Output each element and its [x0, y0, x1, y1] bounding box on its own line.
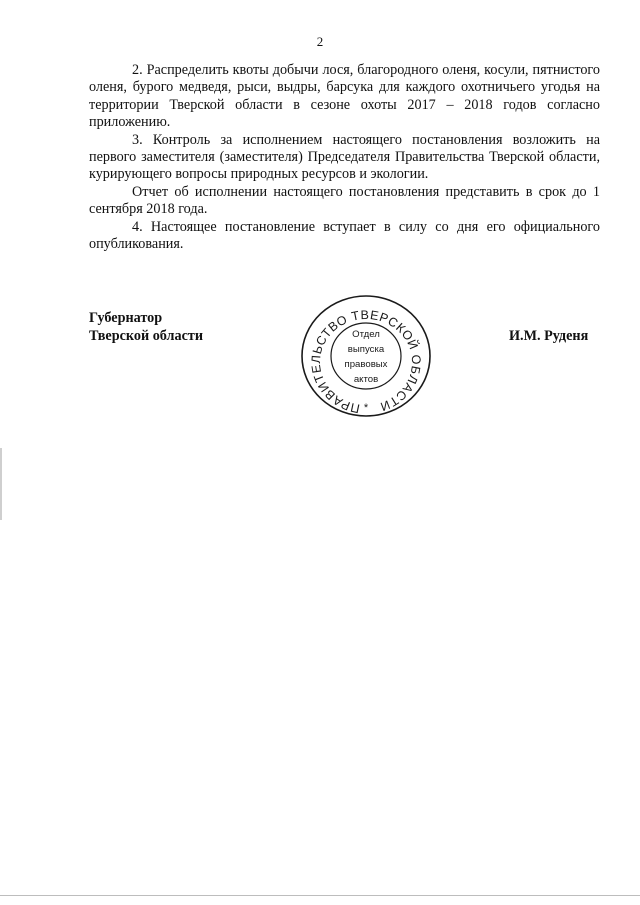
page-left-edge-mark: [0, 448, 2, 520]
stamp-star-mark: *: [363, 402, 369, 414]
page-bottom-edge: [0, 895, 640, 896]
page-number: 2: [316, 34, 324, 49]
paragraph-quota-distribution: 2. Распределить квоты добычи лося, благородного оленя, косули, пятнистого оленя, бурого медведя, рыси, выдры, барсука для каждого охотничьего угодья на территории Тверской области в сезоне охоты 2017 – 2018 годов согласно приложению.: [89, 62, 600, 131]
stamp-ring-text: ПРАВИТЕЛЬСТВО ТВЕРСКОЙ ОБЛАСТИ: [308, 307, 424, 416]
paragraph-entry-into-force: 4. Настоящее постановление вступает в силу со дня его официального опубликования.: [89, 218, 600, 253]
signatory-name: И.М. Руденя: [509, 328, 589, 344]
stamp-seal-icon: [299, 293, 433, 419]
signatory-title-line1: Губернатор: [89, 310, 163, 326]
stamp-center-line4: актов: [353, 374, 379, 385]
signatory-title: [89, 309, 203, 345]
paragraph-report-deadline: Отчет об исполнении настоящего постановления представить в срок до 1 сентября 2018 года.: [89, 183, 600, 218]
official-stamp: [299, 293, 433, 419]
stamp-center-line3: правовых: [344, 359, 388, 370]
stamp-center-line1: Отдел: [352, 329, 380, 340]
paragraph-control: 3. Контроль за исполнением настоящего постановления возложить на первого заместителя (заместителя) Председателя Правительства Тверской области, курирующего вопросы природных ресурсов и экологии.: [89, 131, 600, 183]
document-body: [89, 62, 600, 253]
stamp-center-line2: выпуска: [347, 344, 385, 355]
signatory-title-line2: Тверской области: [89, 328, 204, 344]
